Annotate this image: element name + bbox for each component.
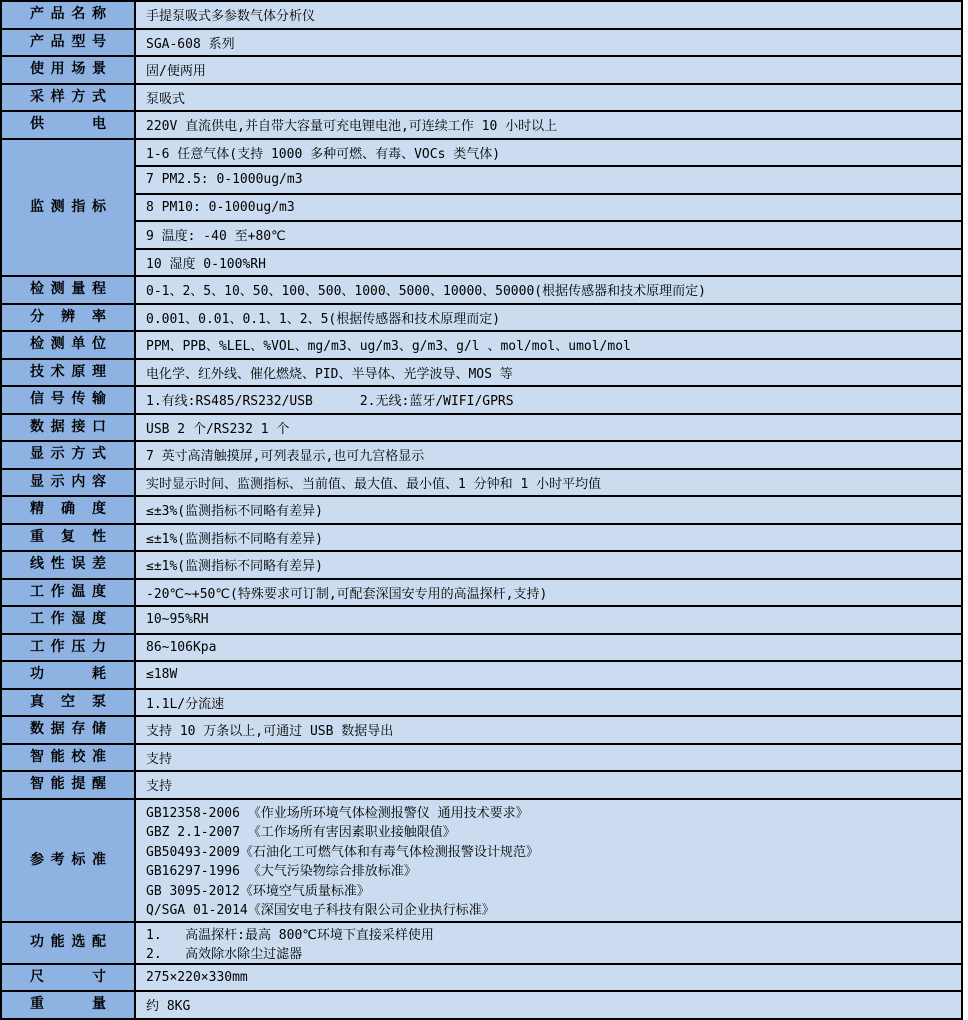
table-row [2, 580, 961, 608]
row-label: 工作湿度 [30, 611, 106, 628]
row-label-cell [2, 140, 136, 276]
row-label-cell [2, 580, 136, 606]
table-row [2, 525, 961, 553]
row-label: 检测量程 [30, 281, 106, 298]
row-value-line: -20℃~+50℃(特殊要求可订制,可配套深国安专用的高温探杆,支持) [146, 586, 548, 602]
row-label: 使用场景 [30, 61, 106, 78]
row-label: 功耗 [30, 666, 106, 683]
row-label-cell [2, 607, 136, 633]
row-label-cell [2, 442, 136, 468]
row-label: 数据接口 [30, 418, 106, 435]
table-row [2, 965, 961, 993]
row-value-line: 0-1、2、5、10、50、100、500、1000、5000、10000、50000(根据传感器和技术原理而定) [146, 284, 706, 300]
row-label-cell [2, 800, 136, 921]
row-value-line: 220V 直流供电,并自带大容量可充电锂电池,可连续工作 10 小时以上 [146, 119, 558, 135]
row-label-cell [2, 690, 136, 716]
row-value-line: 7 PM2.5: 0-1000ug/m3 [136, 167, 961, 195]
row-label: 显示内容 [30, 473, 106, 490]
table-row [2, 360, 961, 388]
table-row [2, 470, 961, 498]
row-label-cell [2, 57, 136, 83]
row-value-line: ≤±1%(监测指标不同略有差异) [146, 559, 323, 575]
row-value-line: 支持 10 万条以上,可通过 USB 数据导出 [146, 724, 394, 740]
table-row [2, 923, 961, 965]
row-value-line: Q/SGA 01-2014《深国安电子科技有限公司企业执行标准》 [146, 903, 495, 919]
row-value-cell [136, 497, 961, 523]
row-value-cell [136, 662, 961, 688]
table-row [2, 85, 961, 113]
table-row [2, 772, 961, 800]
row-label-cell [2, 415, 136, 441]
table-row [2, 717, 961, 745]
row-value-line: 86~106Kpa [146, 639, 217, 655]
row-label-cell [2, 360, 136, 386]
row-value-cell [136, 442, 961, 468]
table-row [2, 662, 961, 690]
row-value-line: 固/便两用 [146, 64, 206, 80]
row-value-cell [136, 85, 961, 111]
row-label: 工作压力 [30, 638, 106, 655]
row-value-cell [136, 112, 961, 138]
row-label-cell [2, 277, 136, 303]
row-value-line: ≤±3%(监测指标不同略有差异) [146, 504, 323, 520]
row-value-line: GB 3095-2012《环境空气质量标准》 [146, 883, 370, 899]
row-value-cell [136, 772, 961, 798]
row-value-line: 2. 高效除水除尘过滤器 [146, 946, 303, 962]
row-value-line: 泵吸式 [146, 91, 186, 107]
row-value-line: ≤±1%(监测指标不同略有差异) [146, 531, 323, 547]
row-value-cell [136, 332, 961, 358]
row-value-line: 10~95%RH [146, 612, 209, 628]
table-row [2, 57, 961, 85]
row-label-cell [2, 772, 136, 798]
row-value-line: 1. 高温探杆:最高 800℃环境下直接采样使用 [146, 927, 434, 943]
row-value-cell [136, 635, 961, 661]
row-value-cell [136, 305, 961, 331]
row-label-cell [2, 923, 136, 963]
row-label: 重量 [30, 996, 106, 1013]
row-value-line: 8 PM10: 0-1000ug/m3 [136, 195, 961, 223]
row-value-cell [136, 140, 961, 276]
row-label-cell [2, 305, 136, 331]
row-value-line: 7 英寸高清触摸屏,可列表显示,也可九宫格显示 [146, 449, 425, 465]
row-label: 真空泵 [30, 693, 106, 710]
row-value-cell [136, 415, 961, 441]
row-label-cell [2, 497, 136, 523]
table-row [2, 30, 961, 58]
row-label: 分辨率 [30, 308, 106, 325]
row-value-cell [136, 607, 961, 633]
table-row [2, 607, 961, 635]
row-label-cell [2, 635, 136, 661]
table-row [2, 277, 961, 305]
row-value-cell [136, 30, 961, 56]
row-value-line: SGA-608 系列 [146, 36, 235, 52]
row-label-cell [2, 745, 136, 771]
row-value-cell [136, 552, 961, 578]
row-value-cell [136, 717, 961, 743]
table-row [2, 635, 961, 663]
row-value-line: 1-6 任意气体(支持 1000 多种可燃、有毒、VOCs 类气体) [136, 140, 961, 168]
row-value-line: 手提泵吸式多参数气体分析仪 [146, 9, 316, 25]
row-label-cell [2, 552, 136, 578]
table-row [2, 745, 961, 773]
row-label: 检测单位 [30, 336, 106, 353]
table-row [2, 387, 961, 415]
row-label: 精确度 [30, 501, 106, 518]
row-label-cell [2, 992, 136, 1018]
row-label-cell [2, 112, 136, 138]
row-label-cell [2, 85, 136, 111]
row-value-line: GBZ 2.1-2007 《工作场所有害因素职业接触限值》 [146, 825, 456, 841]
row-label-cell [2, 2, 136, 28]
row-label-cell [2, 717, 136, 743]
row-value-line: 约 8KG [146, 999, 191, 1015]
table-row [2, 800, 961, 923]
row-value-line: GB12358-2006 《作业场所环境气体检测报警仪 通用技术要求》 [146, 805, 529, 821]
table-row [2, 497, 961, 525]
row-value-cell [136, 470, 961, 496]
row-value-cell [136, 525, 961, 551]
table-row [2, 552, 961, 580]
row-value-cell [136, 580, 961, 606]
row-label: 产品型号 [30, 33, 106, 50]
row-value-cell [136, 923, 961, 963]
row-value-cell [136, 57, 961, 83]
row-label: 智能提醒 [30, 776, 106, 793]
row-value-line: 10 湿度 0-100%RH [146, 256, 266, 272]
row-label: 智能校准 [30, 748, 106, 765]
row-value-line: ≤18W [146, 667, 178, 683]
row-value-line: 1.有线:RS485/RS232/USB 2.无线:蓝牙/WIFI/GPRS [146, 394, 514, 410]
row-label: 采样方式 [30, 88, 106, 105]
row-value-line: 0.001、0.01、0.1、1、2、5(根据传感器和技术原理而定) [146, 311, 501, 327]
table-row [2, 140, 961, 278]
row-value-cell [136, 745, 961, 771]
row-value-cell [136, 965, 961, 991]
row-value-cell [136, 992, 961, 1018]
row-label: 信号传输 [30, 391, 106, 408]
row-value-cell [136, 690, 961, 716]
table-row [2, 690, 961, 718]
row-label: 供电 [30, 116, 106, 133]
table-row [2, 305, 961, 333]
row-label-cell [2, 387, 136, 413]
row-value-cell [136, 2, 961, 28]
row-label: 参考标准 [30, 851, 106, 868]
row-label: 工作温度 [30, 583, 106, 600]
row-label: 产品名称 [30, 6, 106, 23]
row-value-line: 1.1L/分流速 [146, 696, 225, 712]
row-value-line: GB50493-2009《石油化工可燃气体和有毒气体检测报警设计规范》 [146, 844, 539, 860]
table-row [2, 112, 961, 140]
row-value-line: 275×220×330mm [146, 969, 248, 985]
row-label: 重复性 [30, 528, 106, 545]
row-value-line: 电化学、红外线、催化燃烧、PID、半导体、光学波导、MOS 等 [146, 366, 513, 382]
row-value-line: 实时显示时间、监测指标、当前值、最大值、最小值、1 分钟和 1 小时平均值 [146, 476, 602, 492]
table-row [2, 442, 961, 470]
row-value-line: 9 温度: -40 至+80℃ [136, 222, 961, 250]
row-value-line: 支持 [146, 751, 173, 767]
table-row [2, 992, 961, 1018]
row-label: 数据存储 [30, 721, 106, 738]
row-label: 技术原理 [30, 363, 106, 380]
row-label: 功能选配 [30, 934, 106, 951]
row-label-cell [2, 965, 136, 991]
row-label-cell [2, 332, 136, 358]
table-row [2, 332, 961, 360]
row-label: 监测指标 [30, 198, 106, 215]
row-label-cell [2, 30, 136, 56]
row-value-cell [136, 387, 961, 413]
row-value-cell [136, 277, 961, 303]
row-value-line: GB16297-1996 《大气污染物综合排放标准》 [146, 864, 417, 880]
row-label-cell [2, 662, 136, 688]
row-value-cell [136, 800, 961, 921]
row-label: 线性误差 [30, 556, 106, 573]
row-label-cell [2, 525, 136, 551]
row-label-cell [2, 470, 136, 496]
row-label: 尺寸 [30, 968, 106, 985]
row-label: 显示方式 [30, 446, 106, 463]
row-value-cell [136, 360, 961, 386]
row-value-line: PPM、PPB、%LEL、%VOL、mg/m3、ug/m3、g/m3、g/l 、mol/mol、umol/mol [146, 339, 631, 355]
row-value-line: 支持 [146, 779, 173, 795]
row-value-line: USB 2 个/RS232 1 个 [146, 421, 290, 437]
table-row [2, 415, 961, 443]
table-row [2, 2, 961, 30]
